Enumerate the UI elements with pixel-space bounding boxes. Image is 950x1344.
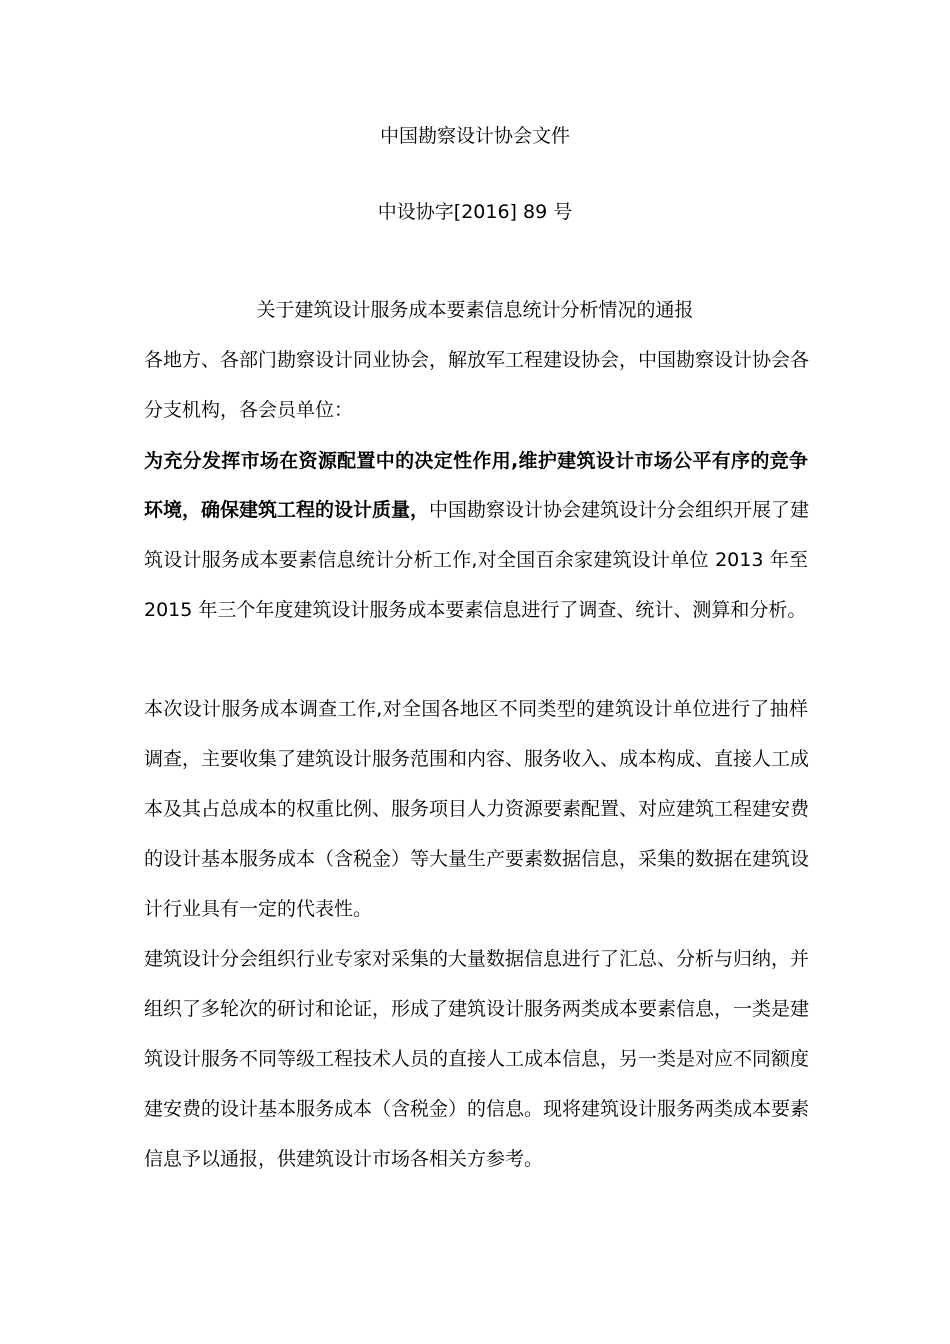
para1-line: 筑设计服务成本要素信息统计分析工作,对全国百余家建筑设计单位 2013 年至 xyxy=(144,549,808,571)
issuer-heading: 中国勘察设计协会文件 xyxy=(379,125,570,147)
para2-line: 本次设计服务成本调查工作,对全国各地区不同类型的建筑设计单位进行了抽样 xyxy=(144,698,808,720)
salutation-line: 分支机构，各会员单位： xyxy=(144,399,354,421)
para1-bold-line: 为充分发挥市场在资源配置中的决定性作用,维护建筑设计市场公平有序的竞争 xyxy=(144,450,808,472)
para2-line: 计行业具有一定的代表性。 xyxy=(144,898,373,920)
para3-line: 组织了多轮次的研讨和论证，形成了建筑设计服务两类成本要素信息，一类是建 xyxy=(144,998,810,1020)
para3-line: 筑设计服务不同等级工程技术人员的直接人工成本信息，另一类是对应不同额度 xyxy=(144,1048,810,1070)
para3-line: 建安费的设计基本服务成本（含税金）的信息。现将建筑设计服务两类成本要素 xyxy=(144,1098,810,1120)
para1-line: 2015 年三个年度建筑设计服务成本要素信息进行了调查、统计、测算和分析。 xyxy=(144,599,807,621)
para1-bold-span: 环境，确保建筑工程的设计质量， xyxy=(144,499,430,521)
salutation-line: 各地方、各部门勘察设计同业协会，解放军工程建设协会，中国勘察设计协会各 xyxy=(144,349,810,371)
para2-line: 本及其占总成本的权重比例、服务项目人力资源要素配置、对应建筑工程建安费 xyxy=(144,798,810,820)
para2-line: 调查，主要收集了建筑设计服务范围和内容、服务收入、成本构成、直接人工成 xyxy=(144,748,810,770)
para3-line: 建筑设计分会组织行业专家对采集的大量数据信息进行了汇总、分析与归纳，并 xyxy=(144,948,810,970)
para1-rest-span: 中国勘察设计协会建筑设计分会组织开展了建 xyxy=(429,499,810,521)
para1-mixed-line xyxy=(144,497,808,523)
document-title: 关于建筑设计服务成本要素信息统计分析情况的通报 xyxy=(256,299,694,321)
document-number: 中设协字[2016] 89 号 xyxy=(377,201,573,223)
para2-line: 的设计基本服务成本（含税金）等大量生产要素数据信息，采集的数据在建筑设 xyxy=(144,848,810,870)
para3-line: 信息予以通报，供建筑设计市场各相关方参考。 xyxy=(144,1148,544,1170)
